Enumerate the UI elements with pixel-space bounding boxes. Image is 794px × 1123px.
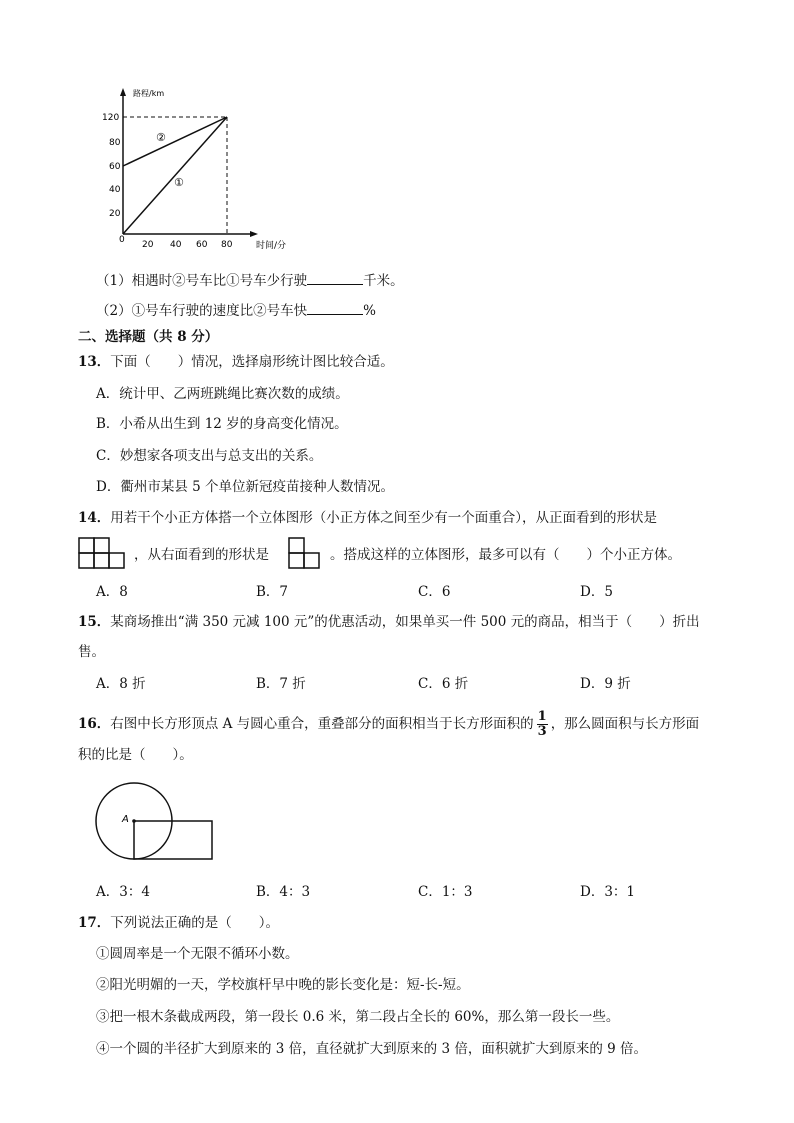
y-tick: 40 xyxy=(109,185,121,195)
line2-label: ② xyxy=(156,131,166,144)
q17-statement-1: ①圆周率是一个无限不循环小数。 xyxy=(96,946,299,962)
q17-stem xyxy=(78,913,279,933)
fraction-one-third xyxy=(537,710,548,739)
q13-option-c[interactable]: C．妙想家各项支出与总支出的关系。 xyxy=(96,448,323,464)
q16-stem-line2: 积的比是（ ）。 xyxy=(78,747,193,763)
distance-time-graph xyxy=(100,82,300,252)
fraction-numerator: 1 xyxy=(537,709,547,724)
q16-option-b[interactable]: B．4：3 xyxy=(256,884,311,900)
q16-option-d[interactable]: D．3：1 xyxy=(580,884,636,900)
y-axis-arrow xyxy=(120,88,126,96)
question-text-cont: ，那么圆面积与长方形面 xyxy=(550,716,700,732)
q14-option-c[interactable]: C．6 xyxy=(418,584,451,600)
x-tick: 80 xyxy=(221,240,233,250)
q14-stem-line2b: 。搭成这样的立体图形，最多可以有（ ）个小正方体。 xyxy=(330,547,681,563)
question-number: 17． xyxy=(78,915,111,931)
question-text: 某商场推出“满 350 元减 100 元”的优惠活动，如果单买一件 500 元的商品，相当于（ ）折出 xyxy=(110,614,700,630)
q14-option-b[interactable]: B．7 xyxy=(256,584,289,600)
y-axis-label: 路程/km xyxy=(133,89,165,98)
q12-sub1 xyxy=(96,270,404,291)
q13-option-b[interactable]: B．小希从出生到 12 岁的身高变化情况。 xyxy=(96,416,348,432)
line1-label: ① xyxy=(174,176,184,189)
front-view-shape xyxy=(78,537,126,569)
question-number: 15． xyxy=(78,614,111,630)
x-axis-label: 时间/分 xyxy=(256,241,287,251)
y-tick: 80 xyxy=(109,138,121,148)
point-a-label: A xyxy=(122,814,129,825)
question-number: 13． xyxy=(78,354,111,370)
section-title: 二、选择题（共 8 分） xyxy=(78,329,219,345)
question-text: 下列说法正确的是（ ）。 xyxy=(110,915,280,931)
q12-sub2-text: （2）①号车行驶的速度比②号车快 xyxy=(96,303,308,319)
y-tick: 0 xyxy=(119,235,125,245)
q14-option-d[interactable]: D．5 xyxy=(580,584,613,600)
q16-stem-line1 xyxy=(78,710,699,739)
x-tick: 20 xyxy=(142,240,154,250)
center-point xyxy=(132,819,136,823)
q15-stem-line1 xyxy=(78,612,700,632)
q16-option-c[interactable]: C．1：3 xyxy=(418,884,473,900)
q17-statement-2: ②阳光明媚的一天，学校旗杆早中晚的影长变化是：短-长-短。 xyxy=(96,977,470,993)
q12-sub2 xyxy=(96,300,376,321)
q15-option-b[interactable]: B．7 折 xyxy=(256,676,306,692)
q12-sub1-unit: 千米。 xyxy=(363,273,404,289)
q17-statement-3: ③把一根木条截成两段，第一段长 0.6 米，第二段占全长的 60%，那么第一段长一些。 xyxy=(96,1009,620,1025)
q13-option-a[interactable]: A．统计甲、乙两班跳绳比赛次数的成绩。 xyxy=(96,386,349,402)
q15-option-d[interactable]: D．9 折 xyxy=(580,676,631,692)
answer-blank[interactable] xyxy=(307,300,363,315)
x-tick: 40 xyxy=(170,240,182,250)
y-tick: 60 xyxy=(109,162,121,172)
x-axis-arrow xyxy=(250,231,258,237)
fraction-denominator: 3 xyxy=(537,724,547,739)
rectangle xyxy=(134,821,212,859)
q14-option-a[interactable]: A．8 xyxy=(96,584,128,600)
circle-rectangle-figure xyxy=(95,780,220,865)
q14-stem-line2a: ，从右面看到的形状是 xyxy=(134,547,269,563)
q15-option-c[interactable]: C．6 折 xyxy=(418,676,469,692)
q13-option-d[interactable]: D．衢州市某县 5 个单位新冠疫苗接种人数情况。 xyxy=(96,479,394,495)
y-tick: 20 xyxy=(109,209,121,219)
q12-sub1-text: （1）相遇时②号车比①号车少行驶 xyxy=(96,273,308,289)
q12-sub2-unit: % xyxy=(363,303,376,319)
q17-statement-4: ④一个圆的半径扩大到原来的 3 倍，直径就扩大到原来的 3 倍，面积就扩大到原来的 9 倍。 xyxy=(96,1041,648,1057)
q13-stem xyxy=(78,352,394,372)
y-tick: 120 xyxy=(102,113,120,123)
x-tick: 60 xyxy=(196,240,208,250)
right-view-shape xyxy=(288,537,322,569)
q16-option-a[interactable]: A．3：4 xyxy=(96,884,150,900)
question-text: 用若干个小正方体搭一个立体图形（小正方体之间至少有一个面重合），从正面看到的形状是 xyxy=(110,510,658,526)
question-text: 右图中长方形顶点 A 与圆心重合，重叠部分的面积相当于长方形面积的 xyxy=(110,716,534,732)
q15-stem-line2: 售。 xyxy=(78,644,105,660)
answer-blank[interactable] xyxy=(307,270,363,285)
q14-stem-line1 xyxy=(78,508,657,528)
question-number: 14． xyxy=(78,510,111,526)
question-number: 16． xyxy=(78,716,111,732)
question-text: 下面（ ）情况，选择扇形统计图比较合适。 xyxy=(110,354,394,370)
car2-line xyxy=(123,117,227,166)
q15-option-a[interactable]: A．8 折 xyxy=(96,676,146,692)
